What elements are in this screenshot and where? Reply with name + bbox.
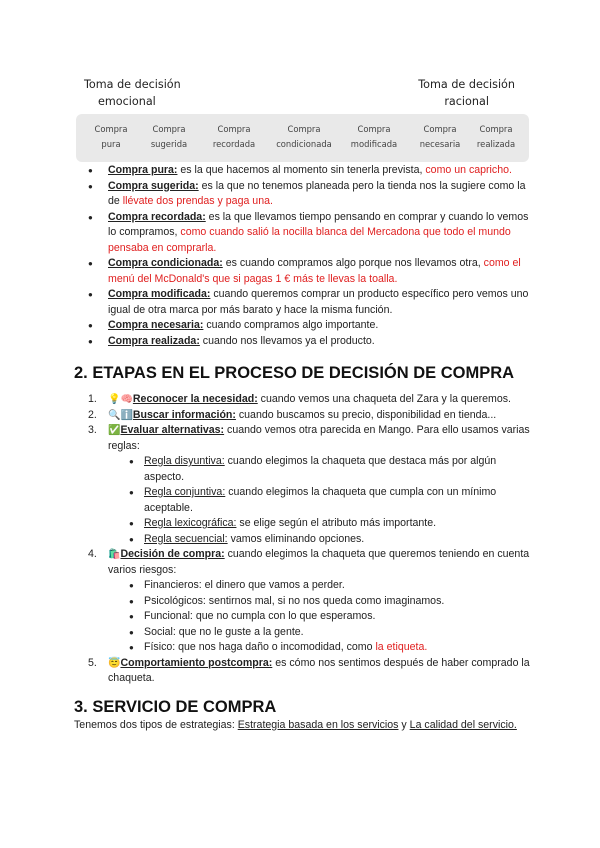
section-3-paragraph: Tenemos dos tipos de estrategias: Estrategia basada en los servicios y La calidad del servicio. <box>74 718 517 731</box>
purchase-types-list <box>74 163 534 349</box>
diagram-item-recordada: Compra recordada <box>212 124 256 149</box>
diagram-item-necesaria: Compra necesaria <box>419 124 461 149</box>
diagram-item-sugerida: Compra sugerida <box>150 124 188 149</box>
section-3-heading: 3. SERVICIO DE COMPRA <box>74 697 277 716</box>
diagram-title-rational: Toma de decisión racional <box>418 78 515 108</box>
list-item: ● Compra modificada: cuando queremos comprar un producto específico pero vemos uno igual de otra marca por más barato y hace la misma función. <box>74 287 534 318</box>
section-2-heading: 2. ETAPAS EN EL PROCESO DE DECISIÓN DE COMPRA <box>74 364 515 382</box>
list-item: ● Compra condicionada: es cuando compramos algo porque nos llevamos otra, como el menú del McDonald's que si pagas 1 € más te llevas la toalla. <box>74 256 534 287</box>
search-info-icon: 🔍ℹ️ <box>108 409 133 421</box>
list-item: ● Funcional: que no cumpla con lo que esperamos. <box>108 609 534 625</box>
risks-list <box>108 578 534 656</box>
list-item: ● Regla secuencial: vamos eliminando opciones. <box>108 532 534 548</box>
purchase-types-bar <box>76 114 529 162</box>
list-item: ● Social: que no le guste a la gente. <box>108 625 534 641</box>
step-recognize-need: 1. 💡🧠Reconocer la necesidad: cuando vemos una chaqueta del Zara y la queremos. <box>88 393 511 405</box>
list-item: ● Financieros: el dinero que vamos a perder. <box>108 578 534 594</box>
lightbulb-brain-icon: 💡🧠 <box>108 394 133 405</box>
step-evaluate-alternatives: 3. ✅Evaluar alternativas: cuando vemos otra parecida en Mango. Para ello usamos varias reglas: ● Regla disyuntiva: cuando elegimos la chaqueta que destaca más por algún aspecto. ● Regla conjuntiva: cuando elegimos la chaqueta que cumpla con un mínimo aceptable. ● Regla lexicográfica: se elige según el atributo más importante. ● Regla secuencial: vamos eliminando opciones. <box>74 423 534 547</box>
list-item: ● Físico: que nos haga daño o incomodidad, como la etiqueta. <box>108 640 534 656</box>
diagram-item-modificada: Compra modificada <box>350 124 398 149</box>
rules-list <box>108 454 534 547</box>
list-item: ● Regla conjuntiva: cuando elegimos la chaqueta que cumpla con un mínimo aceptable. <box>108 485 534 516</box>
list-item: ● Regla lexicográfica: se elige según el atributo más importante. <box>108 516 534 532</box>
diagram-item-realizada: Compra realizada <box>476 124 516 149</box>
list-item: ● Compra sugerida: es la que no tenemos planeada pero la tienda nos la sugiere como la de llévate dos prendas y paga una. <box>74 179 534 210</box>
shopping-bag-icon: 🛍️ <box>108 549 121 560</box>
smiling-face-icon: 😇 <box>108 657 121 669</box>
list-item: ● Compra realizada: cuando nos llevamos ya el producto. <box>74 334 534 350</box>
strategy-link-quality: La calidad del servicio. <box>409 718 517 731</box>
list-item: ● Compra pura: es la que hacemos al momento sin tenerla prevista, como un capricho. <box>74 163 534 179</box>
step-post-purchase: 5. 😇Comportamiento postcompra: es cómo nos sentimos después de haber comprado la chaqueta. <box>88 656 530 684</box>
diagram-title-emotional: Toma de decisión emocional <box>84 78 181 108</box>
list-item: ● Psicológicos: sentirnos mal, si no nos queda como imaginamos. <box>108 594 534 610</box>
decision-diagram <box>74 72 529 162</box>
strategy-link-services: Estrategia basada en los servicios <box>237 718 399 731</box>
list-item: ● Regla disyuntiva: cuando elegimos la chaqueta que destaca más por algún aspecto. <box>108 454 534 485</box>
diagram-item-condicionada: Compra condicionada <box>276 124 332 149</box>
step-purchase-decision: 4. 🛍️Decisión de compra: cuando elegimos la chaqueta que queremos teniendo en cuenta varios riesgos: ● Financieros: el dinero que vamos a perder. ● Psicológicos: sentirnos mal, si no nos queda como imaginamos. ● Funcional: que no cumpla con lo que esperamos. ● Social: que no le guste a la gente. ● Físico: que nos haga daño o incomodidad, como la etiqueta. <box>74 547 534 656</box>
step-search-info: 2. 🔍ℹ️Buscar información: cuando buscamos su precio, disponibilidad en tienda... <box>88 408 497 421</box>
checkmark-icon: ✅ <box>108 425 121 436</box>
list-item: ● Compra recordada: es la que llevamos tiempo pensando en comprar y cuando lo vemos lo compramos, como cuando salió la nocilla blanca del Mercadona que todo el mundo pensaba en comprarla. <box>74 210 534 257</box>
decision-steps-list <box>74 392 534 687</box>
diagram-item-pura: Compra pura <box>94 124 128 149</box>
document-body <box>74 163 534 733</box>
list-item: ● Compra necesaria: cuando compramos algo importante. <box>74 318 534 334</box>
